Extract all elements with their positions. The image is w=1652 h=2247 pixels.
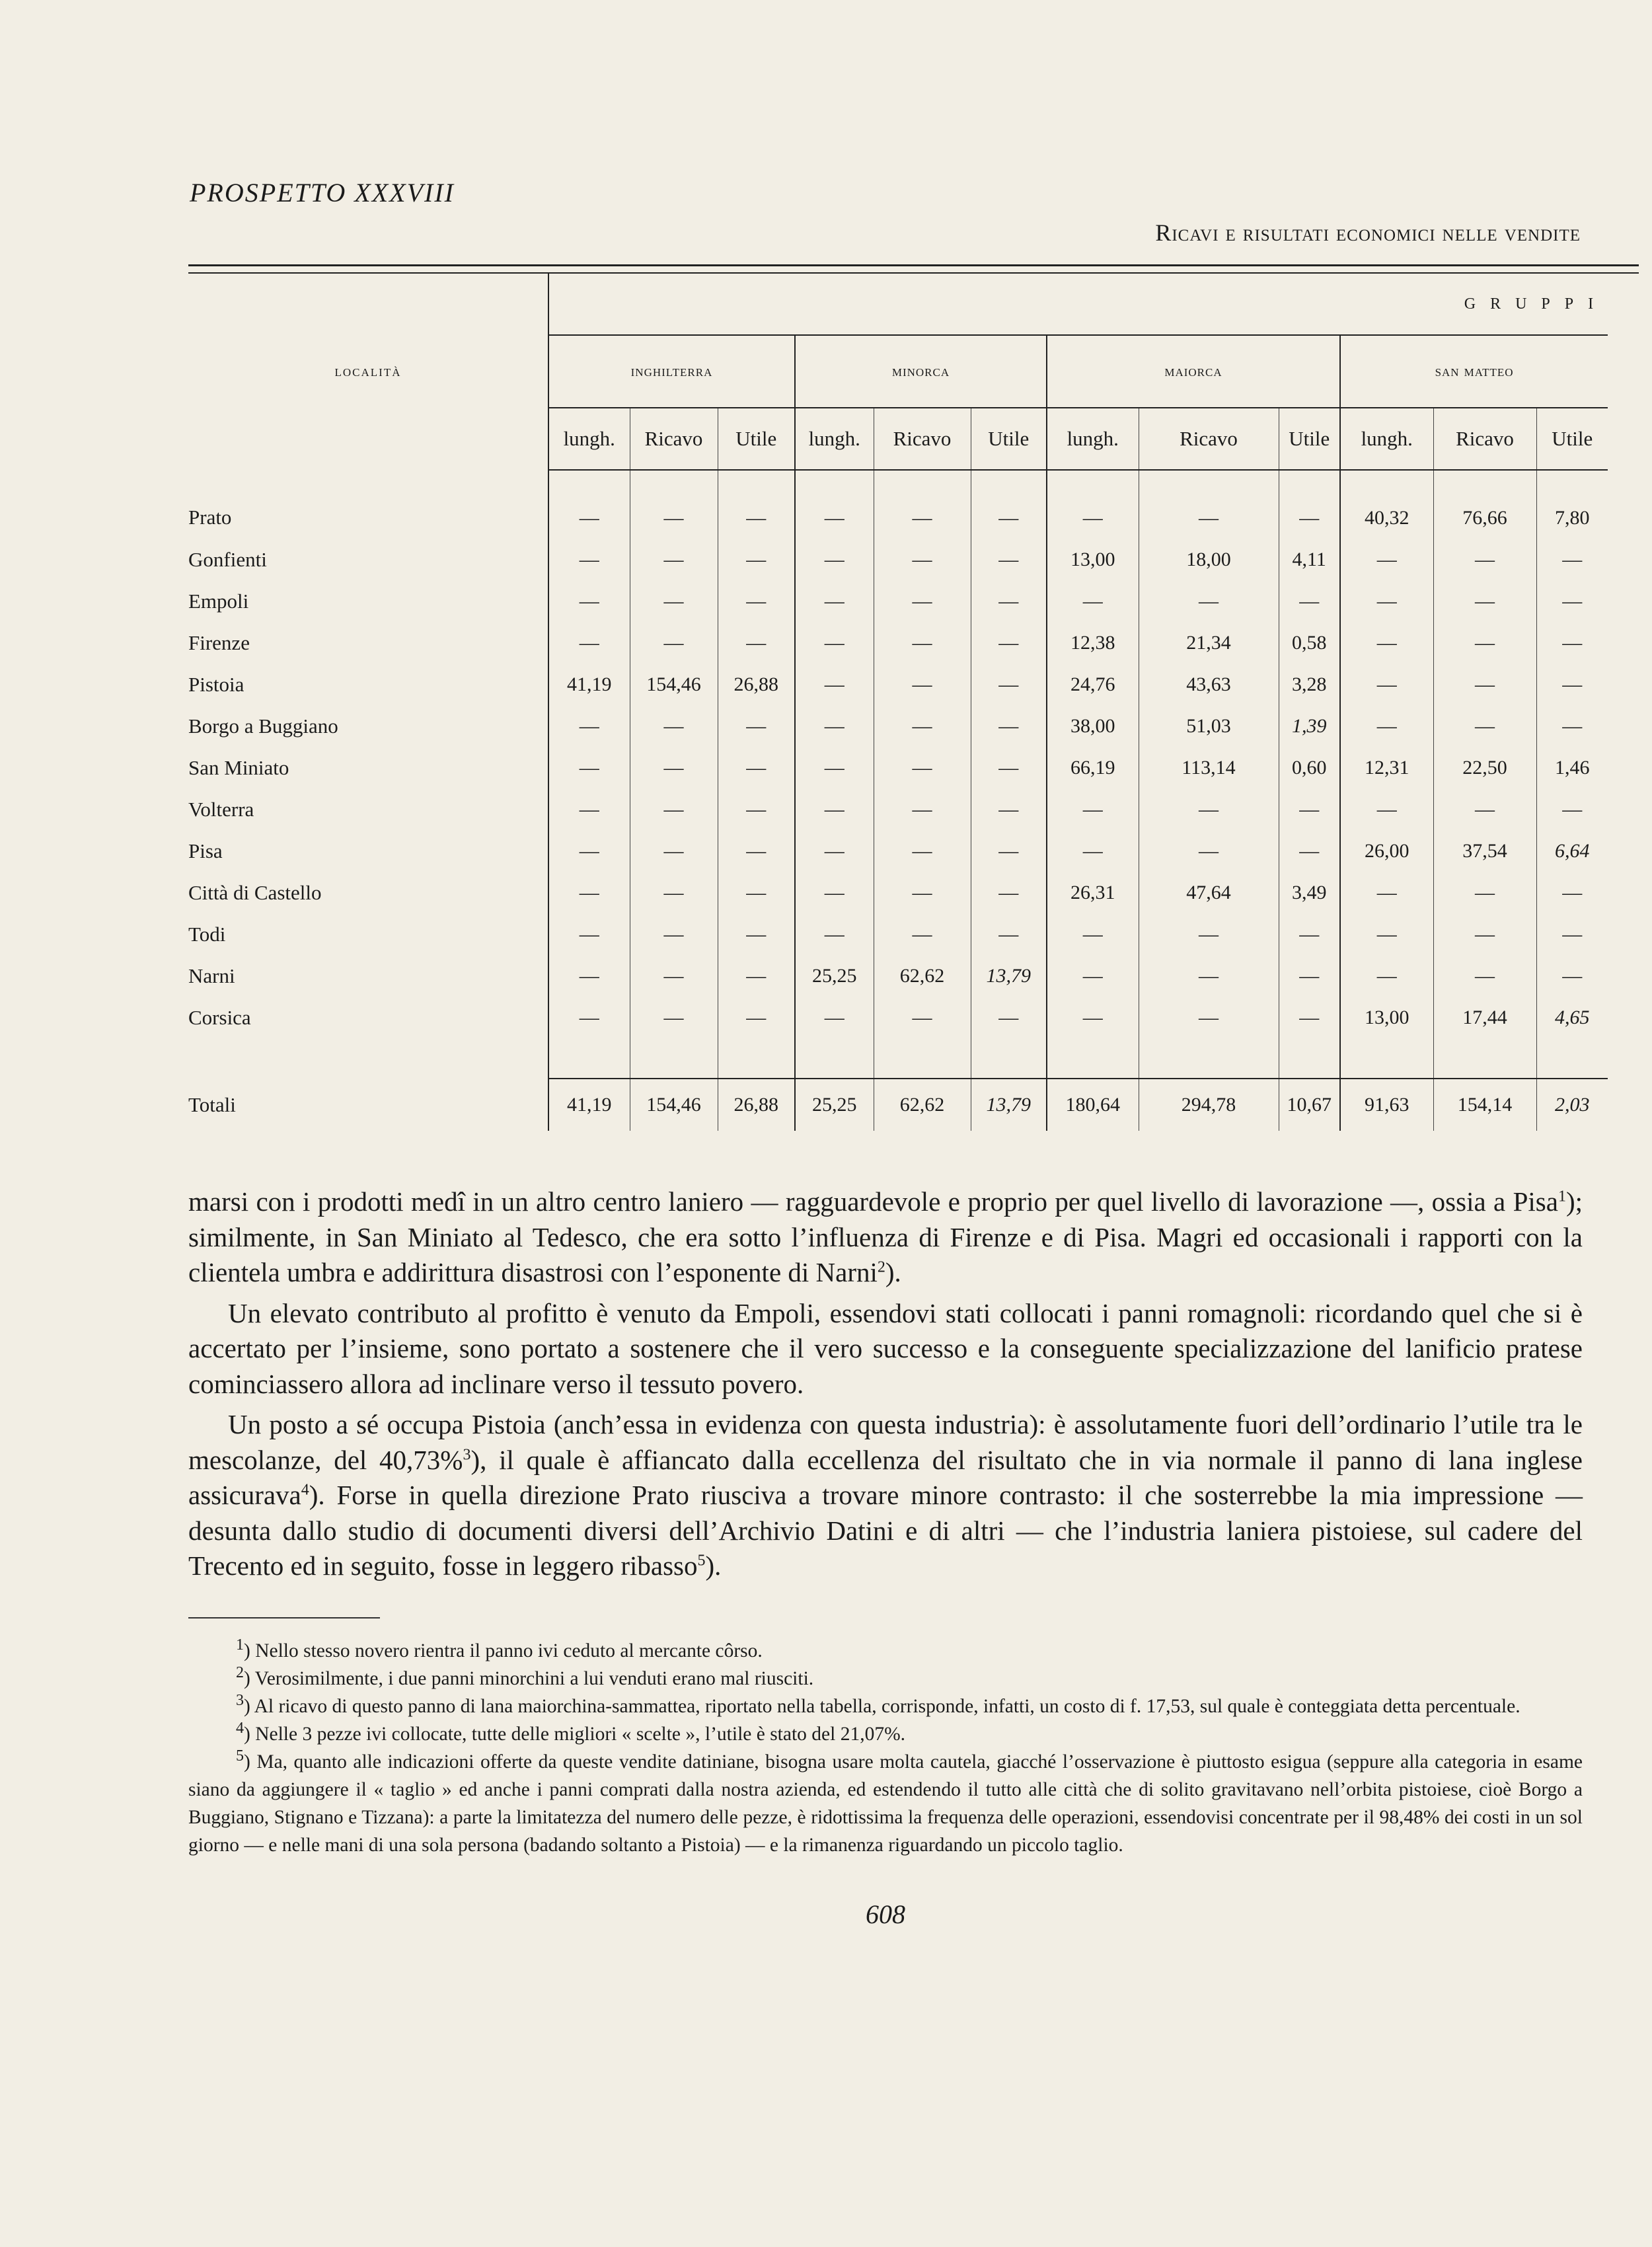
table-cell: — xyxy=(1279,580,1340,622)
table-cell: — xyxy=(548,705,630,747)
table-cell: — xyxy=(874,622,971,664)
table-cell: — xyxy=(1047,955,1139,997)
footnote-rule xyxy=(188,1617,380,1619)
table-cell: — xyxy=(1536,664,1608,705)
table-spacer xyxy=(630,1038,718,1079)
paragraph xyxy=(188,1296,1583,1402)
table-cell: — xyxy=(630,705,718,747)
table-cell: — xyxy=(971,539,1047,580)
table-cell: — xyxy=(630,830,718,872)
table-cell: — xyxy=(1279,997,1340,1038)
table-cell: — xyxy=(971,747,1047,788)
table-cell: — xyxy=(1536,622,1608,664)
footnote-number: 3 xyxy=(236,1691,244,1709)
table-cell: — xyxy=(795,705,874,747)
table-cell: 294,78 xyxy=(1139,1079,1279,1131)
table-cell: — xyxy=(874,997,971,1038)
body-text xyxy=(188,1184,1583,1584)
table-cell: — xyxy=(971,470,1047,539)
table-row xyxy=(188,997,1608,1038)
table-cell: — xyxy=(630,872,718,913)
table-row xyxy=(188,539,1608,580)
table-cell: — xyxy=(630,788,718,830)
subheader-lungh: lungh. xyxy=(1047,408,1139,470)
table-cell: — xyxy=(971,913,1047,955)
text-run: ); similmente, in San Miniato al Tedesco, che era sotto l’influenza di Firenze e di Pisa. Magri ed occasionali i rapporti con la clientela umbra e addirittura disastrosi con l’esponente di Narni xyxy=(188,1186,1583,1287)
table-cell: — xyxy=(718,705,795,747)
table-row xyxy=(188,830,1608,872)
subheader-ricavo: Ricavo xyxy=(874,408,971,470)
table-cell: — xyxy=(971,997,1047,1038)
table-cell: — xyxy=(971,622,1047,664)
footnote-ref[interactable]: 1 xyxy=(1558,1188,1566,1205)
locality-name: Narni xyxy=(188,964,235,987)
table-spacer xyxy=(1047,1038,1139,1079)
table-cell: — xyxy=(1279,830,1340,872)
text-flow xyxy=(188,1184,1583,1930)
table-cell: — xyxy=(795,539,874,580)
footnote-text: ) Al ricavo di questo panno di lana maiorchina-sammattea, riportato nella tabella, corrisponde, infatti, un costo di f. 17,53, sul quale è conteggiata detta percentuale. xyxy=(244,1695,1521,1717)
table-cell: 13,00 xyxy=(1047,539,1139,580)
table-cell: — xyxy=(1536,872,1608,913)
table-cell: 62,62 xyxy=(874,1079,971,1131)
table-cell: — xyxy=(718,913,795,955)
table-row xyxy=(188,622,1608,664)
table-spacer xyxy=(1536,1038,1608,1079)
table-cell: 1,39 xyxy=(1279,705,1340,747)
table-cell: — xyxy=(630,539,718,580)
table-cell: — xyxy=(1047,788,1139,830)
table-cell: — xyxy=(548,580,630,622)
table-cell: — xyxy=(548,788,630,830)
table-cell: — xyxy=(1433,622,1536,664)
footnote xyxy=(188,1665,1583,1693)
table-cell: — xyxy=(874,788,971,830)
table-cell: 62,62 xyxy=(874,955,971,997)
table-cell: — xyxy=(630,997,718,1038)
locality-name: Borgo a Buggiano xyxy=(188,714,338,738)
table-cell: 76,66 xyxy=(1433,470,1536,539)
locality-header: località xyxy=(334,363,402,380)
footnotes xyxy=(188,1637,1583,1859)
table-cell: 3,28 xyxy=(1279,664,1340,705)
locality-name: Totali xyxy=(188,1092,236,1116)
table-cell: — xyxy=(874,747,971,788)
table-cell: — xyxy=(795,470,874,539)
table-cell: 66,19 xyxy=(1047,747,1139,788)
table-cell: 24,76 xyxy=(1047,664,1139,705)
table-cell: — xyxy=(630,955,718,997)
table-cell: — xyxy=(1279,955,1340,997)
top-rule xyxy=(188,264,1639,266)
table-cell: 91,63 xyxy=(1340,1079,1433,1131)
table-cell: — xyxy=(1139,830,1279,872)
table-cell: 26,88 xyxy=(718,664,795,705)
table-row xyxy=(188,747,1608,788)
table-cell: — xyxy=(1340,913,1433,955)
table-cell: — xyxy=(1340,622,1433,664)
table-row xyxy=(188,580,1608,622)
text-run: ). xyxy=(885,1257,901,1287)
table-cell: 6,64 xyxy=(1536,830,1608,872)
table-cell: — xyxy=(795,830,874,872)
table-cell: — xyxy=(874,539,971,580)
table-cell: 1,46 xyxy=(1536,747,1608,788)
text-run: ), il quale è affiancato dalla eccellenza del risultato che in via normale il panno di lana inglese assicurava xyxy=(188,1444,1583,1510)
results-table xyxy=(188,274,1608,1131)
totals-row xyxy=(188,1079,1608,1131)
footnote-number: 4 xyxy=(236,1719,244,1737)
footnote-ref[interactable]: 2 xyxy=(877,1258,885,1276)
table-cell: — xyxy=(630,622,718,664)
table-spacer xyxy=(548,1038,630,1079)
table-cell: 10,67 xyxy=(1279,1079,1340,1131)
table-cell: 41,19 xyxy=(548,664,630,705)
table-cell: 40,32 xyxy=(1340,470,1433,539)
table-cell: — xyxy=(1536,580,1608,622)
spacer-row xyxy=(188,1038,1608,1079)
table-cell: 0,60 xyxy=(1279,747,1340,788)
table-cell: 38,00 xyxy=(1047,705,1139,747)
table-cell: — xyxy=(718,470,795,539)
table-cell: 3,49 xyxy=(1279,872,1340,913)
table-spacer xyxy=(718,1038,795,1079)
table-cell: — xyxy=(1139,470,1279,539)
table-cell: — xyxy=(971,872,1047,913)
table-cell: — xyxy=(795,997,874,1038)
table-cell: — xyxy=(718,788,795,830)
table-cell: — xyxy=(874,913,971,955)
table-cell: 154,46 xyxy=(630,1079,718,1131)
locality-name: Firenze xyxy=(188,630,250,654)
table-cell: — xyxy=(1047,913,1139,955)
footnote xyxy=(188,1748,1583,1859)
table-cell: — xyxy=(718,997,795,1038)
table-cell: — xyxy=(1340,580,1433,622)
table-cell: — xyxy=(1536,539,1608,580)
table-cell: — xyxy=(548,622,630,664)
text-run: Un posto a sé occupa Pistoia (anch’essa in evidenza con questa industria): è assolutamente fuori dell’ordinario l’utile tra le mescolanze, del 40,73% xyxy=(188,1409,1583,1475)
text-run: Un elevato contributo al profitto è venuto da Empoli, essendovi stati collocati i panni romagnoli: ricordando quel che si è accertato per l’insieme, sono portato a sostenere che il vero successo e la conseguente specializzazione del lanificio pratese cominciassero allora ad inclinare verso il tessuto povero. xyxy=(188,1297,1583,1399)
table-cell: — xyxy=(1340,955,1433,997)
table-cell: 18,00 xyxy=(1139,539,1279,580)
table-row xyxy=(188,872,1608,913)
table-cell: — xyxy=(1279,788,1340,830)
table-cell: 13,00 xyxy=(1340,997,1433,1038)
table-cell: 13,79 xyxy=(971,1079,1047,1131)
paragraph xyxy=(188,1407,1583,1584)
subheader-utile: Utile xyxy=(1279,408,1340,470)
table-cell: — xyxy=(1433,872,1536,913)
table-cell: 154,14 xyxy=(1433,1079,1536,1131)
table-spacer xyxy=(1433,1038,1536,1079)
table-cell: — xyxy=(1139,580,1279,622)
table-cell: — xyxy=(874,664,971,705)
table-cell: — xyxy=(971,664,1047,705)
table-row xyxy=(188,955,1608,997)
subheader-lungh: lungh. xyxy=(548,408,630,470)
table-cell: — xyxy=(971,705,1047,747)
locality-name: Corsica xyxy=(188,1005,251,1029)
table-spacer xyxy=(188,1038,548,1079)
locality-name: Pisa xyxy=(188,839,223,862)
table-cell: — xyxy=(1047,997,1139,1038)
group-header-maiorca: maiorca xyxy=(1047,335,1340,408)
footnote-ref[interactable]: 3 xyxy=(463,1445,471,1463)
footnote-text: ) Ma, quanto alle indicazioni offerte da queste vendite datiniane, bisogna usare molta cautela, giacché l’osservazione è piuttosto esigua (seppure alla categoria in esame siano da aggiungere il « taglio » ed anche i panni comprati dalla nostra azienda, ed estendendo il tutto alle città che di solito gravitavano nell’orbita pistoiese, cioè Borgo a Buggiano, Stignano e Tizzana): a parte la limitatezza del numero delle pezze, è ridottissima la frequenza delle operazioni, essendovisi concentrate per il 98,48% dei costi in un sol giorno — e nelle mani di una sola persona (badando soltanto a Pistoia) — e la rimanenza riguardando un piccolo taglio. xyxy=(188,1751,1583,1856)
table-cell: — xyxy=(630,913,718,955)
table-cell: — xyxy=(1433,788,1536,830)
table-cell: — xyxy=(548,872,630,913)
table-cell: 4,11 xyxy=(1279,539,1340,580)
footnote xyxy=(188,1720,1583,1748)
table-cell: 25,25 xyxy=(795,1079,874,1131)
table-body xyxy=(188,470,1608,1131)
table-spacer xyxy=(1340,1038,1433,1079)
table-row xyxy=(188,913,1608,955)
table-cell: — xyxy=(718,622,795,664)
locality-name: Pistoia xyxy=(188,672,244,696)
footnote-ref[interactable]: 4 xyxy=(301,1481,309,1499)
locality-name: Città di Castello xyxy=(188,880,322,904)
table-cell: — xyxy=(548,470,630,539)
table-cell: — xyxy=(1139,997,1279,1038)
table-cell: — xyxy=(1279,470,1340,539)
table-spacer xyxy=(971,1038,1047,1079)
group-header-inghilterra: inghilterra xyxy=(548,335,795,408)
table-cell: 2,03 xyxy=(1536,1079,1608,1131)
table-cell: 25,25 xyxy=(795,955,874,997)
table-cell: — xyxy=(1433,539,1536,580)
table-cell: — xyxy=(1433,664,1536,705)
table-row xyxy=(188,664,1608,705)
table-cell: 22,50 xyxy=(1433,747,1536,788)
table-cell: — xyxy=(1340,664,1433,705)
table-cell: 26,31 xyxy=(1047,872,1139,913)
paragraph xyxy=(188,1184,1583,1291)
group-header-san-matteo: san matteo xyxy=(1340,335,1608,408)
table-cell: 37,54 xyxy=(1433,830,1536,872)
table-cell: — xyxy=(874,872,971,913)
table-cell: — xyxy=(548,955,630,997)
locality-name: Gonfienti xyxy=(188,547,267,571)
table-cell: — xyxy=(1433,913,1536,955)
table-cell: — xyxy=(630,747,718,788)
footnote-text: ) Nello stesso novero rientra il panno ivi ceduto al mercante côrso. xyxy=(244,1640,763,1661)
table-cell: — xyxy=(1536,705,1608,747)
table-cell: — xyxy=(971,830,1047,872)
table-cell: — xyxy=(971,580,1047,622)
table-cell: 113,14 xyxy=(1139,747,1279,788)
table-cell: — xyxy=(1433,705,1536,747)
table-cell: 12,38 xyxy=(1047,622,1139,664)
table-cell: — xyxy=(1047,470,1139,539)
table-cell: — xyxy=(630,470,718,539)
footnote-number: 2 xyxy=(236,1663,244,1681)
table-cell: 13,79 xyxy=(971,955,1047,997)
table-cell: — xyxy=(718,830,795,872)
locality-name: Volterra xyxy=(188,797,254,821)
table-cell: — xyxy=(1279,913,1340,955)
table-cell: — xyxy=(718,872,795,913)
text-run: marsi con i prodotti medî in un altro centro laniero — ragguardevole e proprio per quel livello di lavorazione —, ossia a Pisa xyxy=(188,1186,1558,1217)
table-cell: — xyxy=(1340,872,1433,913)
footnote-number: 1 xyxy=(236,1636,244,1654)
table-cell: 17,44 xyxy=(1433,997,1536,1038)
subheader-lungh: lungh. xyxy=(1340,408,1433,470)
table-cell: 0,58 xyxy=(1279,622,1340,664)
table-cell: — xyxy=(1433,580,1536,622)
table-cell: — xyxy=(1047,580,1139,622)
table-cell: 26,88 xyxy=(718,1079,795,1131)
table-cell: — xyxy=(795,664,874,705)
table-row xyxy=(188,705,1608,747)
table-cell: — xyxy=(795,913,874,955)
table-cell: — xyxy=(1536,955,1608,997)
locality-name: Prato xyxy=(188,506,232,529)
table-cell: — xyxy=(718,539,795,580)
table-cell: — xyxy=(718,747,795,788)
table-cell: — xyxy=(874,580,971,622)
table-cell: — xyxy=(548,830,630,872)
table-cell: — xyxy=(1139,913,1279,955)
gruppi-header: GRUPPI xyxy=(548,274,1608,335)
table-cell: 154,46 xyxy=(630,664,718,705)
footnote xyxy=(188,1693,1583,1720)
table-cell: — xyxy=(1340,539,1433,580)
footnote xyxy=(188,1637,1583,1665)
footnote-ref[interactable]: 5 xyxy=(697,1552,706,1570)
table-title: PROSPETTO XXXVIII xyxy=(190,178,455,208)
table-cell: 7,80 xyxy=(1536,470,1608,539)
subheader-ricavo: Ricavo xyxy=(1433,408,1536,470)
table-cell: — xyxy=(795,622,874,664)
table-spacer xyxy=(874,1038,971,1079)
subheader-utile: Utile xyxy=(971,408,1047,470)
table-cell: — xyxy=(548,747,630,788)
table-cell: — xyxy=(1340,705,1433,747)
table-cell: 21,34 xyxy=(1139,622,1279,664)
table-cell: — xyxy=(874,705,971,747)
locality-name: Todi xyxy=(188,922,226,946)
locality-name: Empoli xyxy=(188,589,249,613)
table-cell: — xyxy=(795,788,874,830)
table-cell: 26,00 xyxy=(1340,830,1433,872)
table-row xyxy=(188,788,1608,830)
group-header-minorca: minorca xyxy=(795,335,1047,408)
table-cell: — xyxy=(1536,913,1608,955)
table-cell: — xyxy=(548,997,630,1038)
table-cell: — xyxy=(1433,955,1536,997)
table-cell: — xyxy=(874,470,971,539)
footnote-number: 5 xyxy=(236,1747,244,1765)
subheader-utile: Utile xyxy=(1536,408,1608,470)
table-cell: — xyxy=(1047,830,1139,872)
table-spacer xyxy=(1279,1038,1340,1079)
table-cell: — xyxy=(795,747,874,788)
table-cell: 41,19 xyxy=(548,1079,630,1131)
table-spacer xyxy=(1139,1038,1279,1079)
table-cell: 4,65 xyxy=(1536,997,1608,1038)
table-cell: — xyxy=(795,580,874,622)
table-cell: — xyxy=(548,913,630,955)
table-cell: — xyxy=(795,872,874,913)
table-cell: 47,64 xyxy=(1139,872,1279,913)
table-cell: — xyxy=(1536,788,1608,830)
table-subtitle: Ricavi e risultati economici nelle vendite xyxy=(1155,219,1581,246)
locality-name: San Miniato xyxy=(188,755,289,779)
page-number: 608 xyxy=(866,1899,905,1929)
table-cell: — xyxy=(630,580,718,622)
table-cell: 180,64 xyxy=(1047,1079,1139,1131)
table-cell: — xyxy=(1139,955,1279,997)
table-cell: 51,03 xyxy=(1139,705,1279,747)
subheader-ricavo: Ricavo xyxy=(1139,408,1279,470)
table-spacer xyxy=(795,1038,874,1079)
subheader-ricavo: Ricavo xyxy=(630,408,718,470)
text-run: ). Forse in quella direzione Prato riusciva a trovare minore contrasto: il che sosterrebbe la mia impressione — desunta dallo studio di documenti diversi dell’Archivio Datini e di altri — che l’industria laniera pistoiese, sul cadere del Trecento ed in seguito, fosse in leggero ribasso xyxy=(188,1480,1583,1581)
table-cell: — xyxy=(1340,788,1433,830)
table-cell: — xyxy=(971,788,1047,830)
table-cell: 43,63 xyxy=(1139,664,1279,705)
subheader-utile: Utile xyxy=(718,408,795,470)
table-cell: — xyxy=(718,955,795,997)
table-row xyxy=(188,470,1608,539)
footnote-text: ) Verosimilmente, i due panni minorchini a lui venduti erano mal riusciti. xyxy=(244,1667,814,1689)
table-cell: — xyxy=(874,830,971,872)
table-cell: — xyxy=(718,580,795,622)
footnote-text: ) Nelle 3 pezze ivi collocate, tutte delle migliori « scelte », l’utile è stato del 21,07%. xyxy=(244,1723,906,1745)
table-cell: — xyxy=(1139,788,1279,830)
text-run: ). xyxy=(705,1550,722,1581)
table-cell: 12,31 xyxy=(1340,747,1433,788)
subheader-lungh: lungh. xyxy=(795,408,874,470)
table-cell: — xyxy=(548,539,630,580)
